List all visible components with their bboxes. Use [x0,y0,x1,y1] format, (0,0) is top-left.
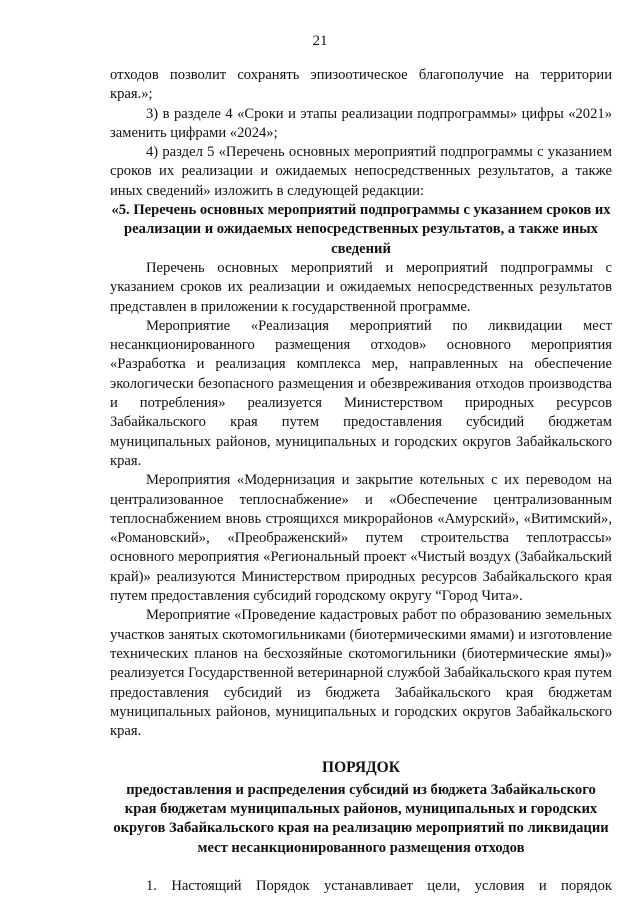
paragraph-item-3: 3) в разделе 4 «Сроки и этапы реализации подпрограммы» цифры «2021» заменить цифрами «2024»; [110,105,612,141]
spacer [110,741,612,758]
paragraph-item-4: 4) раздел 5 «Перечень основных мероприятий подпрограммы с указанием сроков их реализации и ожидаемых непосредственных результатов, а также иных сведений» изложить в следующей редакции: [110,144,612,199]
section-paragraph-3: Мероприятия «Модернизация и закрытие котельных с их переводом на централизованное теплоснабжение» и «Обеспечение централизованным теплоснабжением вновь строящихся микрорайонов «Амурский», «Витимский», «Романовский», «Преображенский» путем строительства теплотрассы» основного мероприятия «Региональный проект «Чистый воздух (Забайкальский край)» реализуются Министерством природных ресурсов Забайкальского края путем предоставления субсидий городскому округу “Город Чита». [110,472,612,605]
page-number: 21 [312,33,328,49]
paragraph-continuation: отходов позволит сохранять эпизоотическое благополучие на территории края.»; [110,67,612,103]
section-heading: «5. Перечень основных мероприятий подпрограммы с указанием сроков их реализации и ожидаемых непосредственных результатов, а также иных сведений [111,202,611,257]
section-paragraph-1: Перечень основных мероприятий и мероприятий подпрограммы с указанием сроков их реализации и ожидаемых непосредственных результатов представлен в приложении к государственной программе. [110,259,612,315]
section-paragraph-4: Мероприятие «Проведение кадастровых работ по образованию земельных участков занятых скотомогильниками (биотермическими ямами) и изготовление технических планов на бесхозяйные скотомогильники (биотермические ямы)» реализуется Государственной ветеринарной службой Забайкальского края путем предоставления субсидий из бюджета Забайкальского края бюджетам муниципальных районов, муниципальных и городских округов Забайкальского края. [110,607,612,740]
order-subtitle: предоставления и распределения субсидий из бюджета Забайкальского края бюджетам муниципальных районов, муниципальных и городских округов Забайкальского края на реализацию мероприятий по ликвидации мест несанкционированного размещения отходов [113,781,609,856]
order-title: ПОРЯДОК [322,759,400,777]
spacer [110,858,612,877]
section-paragraph-2: Мероприятие «Реализация мероприятий по ликвидации мест несанкционированного размещения отходов» основного мероприятия «Разработка и реализация комплекса мер, направленных на обеспечение экологически безопасного размещения и обезвреживания отходов производства и потребления» реализуется Министерством природных ресурсов Забайкальского края путем предоставления субсидий бюджетам муниципальных районов, муниципальных и городских округов Забайкальского края. [110,317,612,469]
document-body [110,66,612,896]
order-paragraph-1: 1. Настоящий Порядок устанавливает цели, условия и порядок [146,877,612,894]
